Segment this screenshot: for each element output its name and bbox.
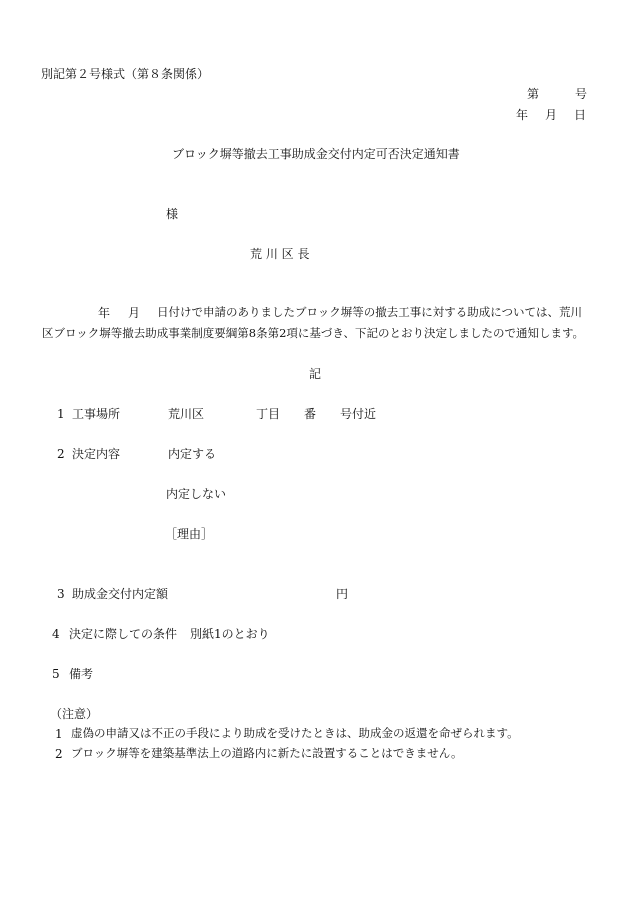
decision-option-yes: 内定する — [168, 447, 217, 461]
decision-reason: ［理由］ — [165, 527, 214, 541]
item-site-label: 工事場所 — [72, 407, 121, 421]
note-text: 虚偽の申請又は不正の手段により助成を受けたときは、助成金の返還を命ぜられます。 — [71, 726, 519, 740]
item-conditions-value: 別紙1のとおり — [190, 627, 270, 641]
item-decision-label: 決定内容 — [72, 447, 121, 461]
document-title: ブロック塀等撤去工事助成金交付内定可否決定通知書 — [172, 147, 460, 161]
body-text-line1: 日付けで申請のありましたブロック塀等の撤去工事に対する助成については、荒川 — [157, 305, 583, 319]
sender-name: 荒 川 区 長 — [250, 247, 310, 261]
item-remarks-number: 5 — [52, 667, 60, 681]
body-year: 年 — [98, 306, 111, 320]
date-year: 年 — [516, 108, 529, 122]
item-remarks-label: 備考 — [69, 667, 94, 681]
addressee-honorific: 様 — [166, 207, 179, 221]
note-number: 2 — [55, 747, 63, 761]
item-conditions-label: 決定に際しての条件 — [69, 627, 178, 641]
date-day: 日 — [574, 108, 587, 122]
item-decision-number: 2 — [57, 447, 65, 461]
item-conditions-number: 4 — [52, 627, 60, 641]
item-site-ward: 荒川区 — [168, 407, 205, 421]
ki-heading: 記 — [309, 367, 322, 381]
item-amount-number: 3 — [57, 587, 65, 601]
item-site-ban: 番 — [304, 407, 317, 421]
item-site-go: 号付近 — [340, 407, 377, 421]
number-suffix: 号 — [575, 87, 588, 101]
note-number: 1 — [55, 727, 63, 741]
date-month: 月 — [545, 108, 558, 122]
note-text: ブロック塀等を建築基準法上の道路内に新たに設置することはできません。 — [71, 746, 463, 760]
body-text-line2: 区ブロック塀等撤去助成事業制度要綱第8条第2項に基づき、下記のとおり決定しましたので通知します。 — [42, 326, 585, 340]
form-label: 別記第２号様式（第８条関係） — [41, 67, 210, 81]
item-amount-label: 助成金交付内定額 — [72, 587, 169, 601]
item-site-number: 1 — [57, 407, 65, 421]
decision-option-no: 内定しない — [166, 487, 227, 501]
body-month: 月 — [128, 306, 141, 320]
item-site-chome: 丁目 — [256, 407, 281, 421]
item-amount-unit: 円 — [336, 587, 349, 601]
number-prefix: 第 — [527, 87, 540, 101]
notes-heading: （注意） — [50, 707, 99, 721]
